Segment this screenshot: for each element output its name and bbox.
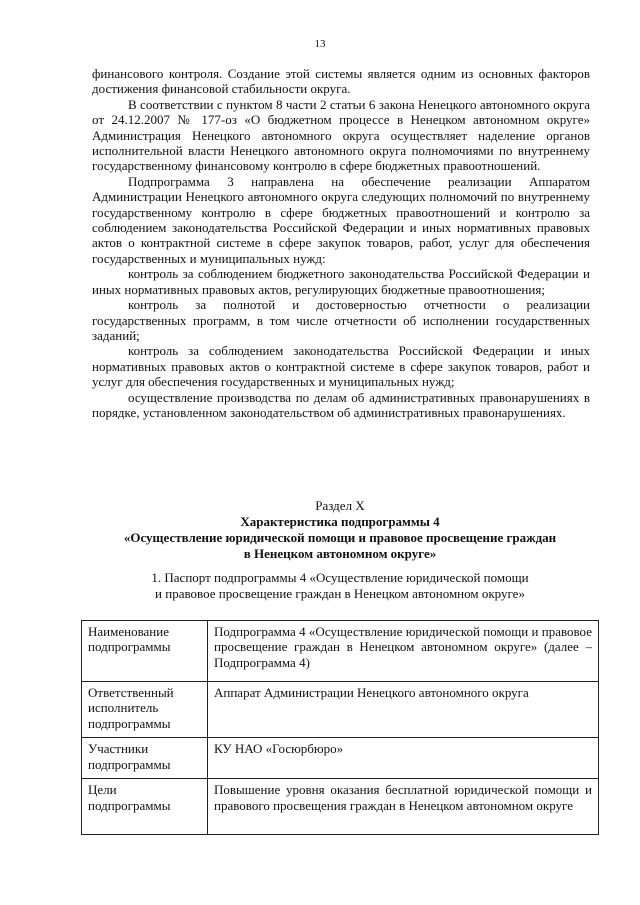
section-number: Раздел X: [315, 498, 365, 513]
table-row: [82, 682, 599, 738]
section-title-line: Характеристика подпрограммы 4: [240, 514, 440, 529]
table-row: [82, 738, 599, 779]
body-text: [92, 66, 590, 420]
table-row: [82, 621, 599, 682]
section-title-line: в Ненецком автономном округе»: [243, 546, 437, 561]
row-value: Подпрограмма 4 «Осуществление юридической помощи и правовое просвещение граждан в Ненецком автономном округе» (далее – Подпрограмма 4): [208, 621, 599, 682]
row-value: КУ НАО «Госюрбюро»: [208, 738, 599, 779]
paragraph: контроль за соблюдением бюджетного законодательства Российской Федерации и иных нормативных правовых актов, регулирующих бюджетные правоотношения;: [92, 266, 590, 297]
page-number: 13: [314, 38, 326, 50]
paragraph: осуществление производства по делам об административных правонарушениях в порядке, установленном законодательством об административных правонарушениях.: [92, 389, 590, 420]
paragraph: контроль за соблюдением законодательства Российской Федерации и иных нормативных правовых актов о контрактной системе в сфере закупок товаров, работ и услуг для обеспечения государственных и муниципальных нужд;: [92, 343, 590, 390]
passport-table: [81, 620, 599, 835]
row-label: Цели подпрограммы: [82, 779, 208, 835]
section-title-line: «Осуществление юридической помощи и правовое просвещение граждан: [123, 530, 557, 545]
row-label: Наименование подпрограммы: [82, 621, 208, 682]
paragraph: финансового контроля. Создание этой системы является одним из основных факторов достижения финансовой стабильности округа.: [92, 66, 590, 97]
passport-heading-line: 1. Паспорт подпрограммы 4 «Осуществление юридической помощи: [151, 570, 529, 585]
row-value: Повышение уровня оказания бесплатной юридической помощи и правового просвещения граждан в Ненецком автономном округе: [208, 779, 599, 835]
paragraph: В соответствии с пунктом 8 части 2 статьи 6 закона Ненецкого автономного округа от 24.12.2007 № 177-оз «О бюджетном процессе в Ненецком автономном округе» Администрация Ненецкого автономного округа осуществляет наделение органов исполнительной власти Ненецкого автономного округа полномочиями по внутреннему государственному финансовому контролю в сфере бюджетных правоотношений.: [92, 96, 590, 174]
section-heading: [80, 498, 600, 562]
paragraph: Подпрограмма 3 направлена на обеспечение реализации Аппаратом Администрации Ненецкого автономного округа следующих полномочий по внутреннему государственному контролю в сфере бюджетных правоотношений и контролю за соблюдением законодательства Российской Федерации и иных нормативных правовых актов о контрактной системе в сфере закупок товаров, работ, услуг для обеспечения государственных и муниципальных нужд:: [92, 173, 590, 266]
passport-heading-line: и правовое просвещение граждан в Ненецком автономном округе»: [155, 586, 525, 601]
row-label: Участники подпрограммы: [82, 738, 208, 779]
table-row: [82, 779, 599, 835]
row-value: Аппарат Администрации Ненецкого автономного округа: [208, 682, 599, 738]
row-label: Ответственный исполнитель подпрограммы: [82, 682, 208, 738]
passport-heading: [80, 570, 600, 602]
paragraph: контроль за полнотой и достоверностью отчетности о реализации государственных программ, в том числе отчетности об исполнении государственных заданий;: [92, 297, 590, 343]
